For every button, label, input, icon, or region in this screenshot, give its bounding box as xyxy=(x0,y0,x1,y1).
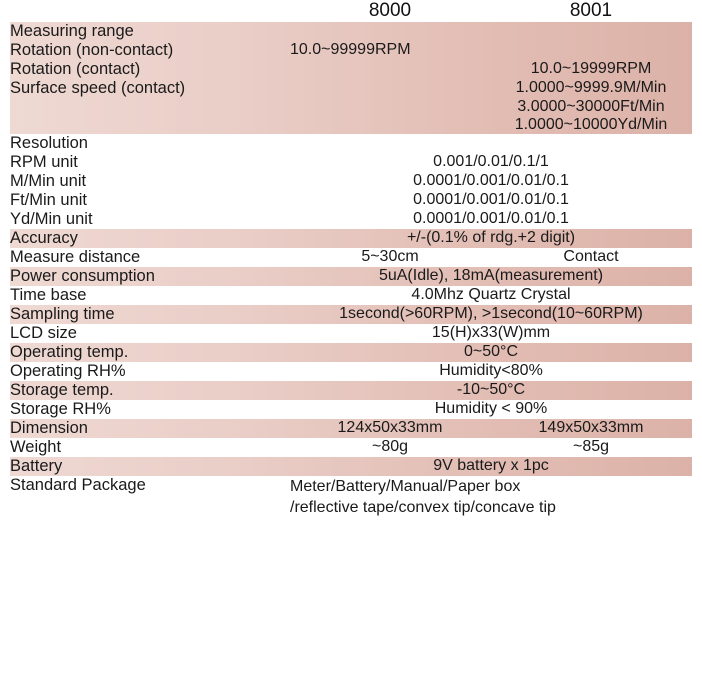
standard-package-line-2: /reflective tape/convex tip/concave tip xyxy=(290,499,556,516)
row-label-storage-temp: Storage temp. xyxy=(10,381,114,399)
row-label-operating-temp: Operating temp. xyxy=(10,343,129,361)
row-label-surface-speed-contact: Surface speed (contact) xyxy=(10,79,186,97)
table-row xyxy=(10,400,692,419)
row-label-power-consumption: Power consumption xyxy=(10,267,155,285)
table-row xyxy=(10,172,692,191)
row-label-surface-speed-blank-1 xyxy=(10,98,290,116)
resolution-blank-b xyxy=(490,134,692,153)
row-label-ftmin-unit: Ft/Min unit xyxy=(10,191,88,209)
surface-speed-8000-blank-2 xyxy=(290,116,490,134)
table-row xyxy=(10,210,692,229)
row-label-rotation-non-contact: Rotation (non-contact) xyxy=(10,41,174,59)
resolution-ftmin-value: 0.0001/0.001/0.01/0.1 xyxy=(413,191,569,208)
row-label-rotation-contact: Rotation (contact) xyxy=(10,60,141,78)
dimension-8000: 124x50x33mm xyxy=(337,419,443,436)
row-label-surface-speed-blank-2 xyxy=(10,116,290,134)
header-model-8000: 8000 xyxy=(368,0,412,21)
measure-distance-8000: 5~30cm xyxy=(361,248,419,265)
row-label-time-base: Time base xyxy=(10,286,87,304)
table-row xyxy=(10,324,692,343)
surface-speed-8000 xyxy=(290,79,490,98)
row-label-ydmin-unit: Yd/Min unit xyxy=(10,210,93,228)
table-row xyxy=(10,305,692,324)
specification-table xyxy=(10,0,692,518)
row-label-lcd-size: LCD size xyxy=(10,324,77,342)
weight-8001: ~85g xyxy=(572,438,610,455)
resolution-ydmin-value: 0.0001/0.001/0.01/0.1 xyxy=(413,210,569,227)
measuring-range-b-blank xyxy=(490,22,692,41)
operating-temp-value: 0~50°C xyxy=(464,343,518,360)
row-label-dimension: Dimension xyxy=(10,419,88,437)
row-label-rpm-unit: RPM unit xyxy=(10,153,78,171)
table-row xyxy=(10,98,692,116)
header-model-8001: 8001 xyxy=(569,0,613,21)
table-row xyxy=(10,41,692,60)
row-label-measure-distance: Measure distance xyxy=(10,248,141,266)
table-header-row xyxy=(10,0,692,22)
resolution-rpm-value: 0.001/0.01/0.1/1 xyxy=(433,153,549,170)
standard-package-line-1: Meter/Battery/Manual/Paper box xyxy=(290,478,521,495)
surface-speed-8001-ydmin: 1.0000~10000Yd/Min xyxy=(514,116,668,133)
table-row xyxy=(10,22,692,41)
header-blank xyxy=(10,0,290,22)
row-label-accuracy: Accuracy xyxy=(10,229,78,247)
table-row xyxy=(10,60,692,79)
table-row xyxy=(10,267,692,286)
table-row xyxy=(10,116,692,134)
storage-rh-value: Humidity < 90% xyxy=(434,400,548,417)
rotation-contact-8000 xyxy=(290,60,490,79)
table-row xyxy=(10,286,692,305)
accuracy-value: +/-(0.1% of rdg.+2 digit) xyxy=(406,229,576,246)
surface-speed-8001-ftmin: 3.0000~30000Ft/Min xyxy=(517,98,665,115)
table-row xyxy=(10,362,692,381)
row-label-mmin-unit: M/Min unit xyxy=(10,172,87,190)
resolution-mmin-value: 0.0001/0.001/0.01/0.1 xyxy=(413,172,569,189)
weight-8000: ~80g xyxy=(371,438,409,455)
rotation-contact-8001: 10.0~19999RPM xyxy=(530,60,652,77)
dimension-8001: 149x50x33mm xyxy=(538,419,644,436)
table-row xyxy=(10,438,692,457)
row-label-standard-package: Standard Package xyxy=(10,476,146,494)
sampling-time-value: 1second(>60RPM), >1second(10~60RPM) xyxy=(339,305,643,322)
table-row xyxy=(10,191,692,210)
table-row xyxy=(10,134,692,153)
storage-temp-value: -10~50°C xyxy=(456,381,526,398)
operating-rh-value: Humidity<80% xyxy=(439,362,543,379)
table-row xyxy=(10,343,692,362)
standard-package-value xyxy=(290,476,692,518)
table-row xyxy=(10,476,692,518)
measure-distance-8001: Contact xyxy=(563,248,619,265)
battery-value: 9V battery x 1pc xyxy=(433,457,549,474)
row-label-weight: Weight xyxy=(10,438,62,456)
table-row xyxy=(10,419,692,438)
measuring-range-a-blank xyxy=(290,22,490,41)
surface-speed-8001-mmin: 1.0000~9999.9M/Min xyxy=(515,79,667,96)
table-row xyxy=(10,153,692,172)
surface-speed-8000-blank-1 xyxy=(290,98,490,116)
time-base-value: 4.0Mhz Quartz Crystal xyxy=(411,286,571,303)
table-row xyxy=(10,229,692,248)
table-row xyxy=(10,79,692,98)
row-label-battery: Battery xyxy=(10,457,63,475)
lcd-size-value: 15(H)x33(W)mm xyxy=(431,324,551,341)
row-label-measuring-range: Measuring range xyxy=(10,22,134,40)
table-row xyxy=(10,457,692,476)
table-row xyxy=(10,248,692,267)
row-label-storage-rh: Storage RH% xyxy=(10,400,111,418)
row-label-resolution: Resolution xyxy=(10,134,88,152)
resolution-blank-a xyxy=(290,134,490,153)
rotation-non-contact-8000: 10.0~99999RPM xyxy=(290,41,411,58)
row-label-operating-rh: Operating RH% xyxy=(10,362,126,380)
rotation-non-contact-8001 xyxy=(490,41,692,60)
row-label-sampling-time: Sampling time xyxy=(10,305,115,323)
power-consumption-value: 5uA(Idle), 18mA(measurement) xyxy=(378,267,604,284)
table-row xyxy=(10,381,692,400)
